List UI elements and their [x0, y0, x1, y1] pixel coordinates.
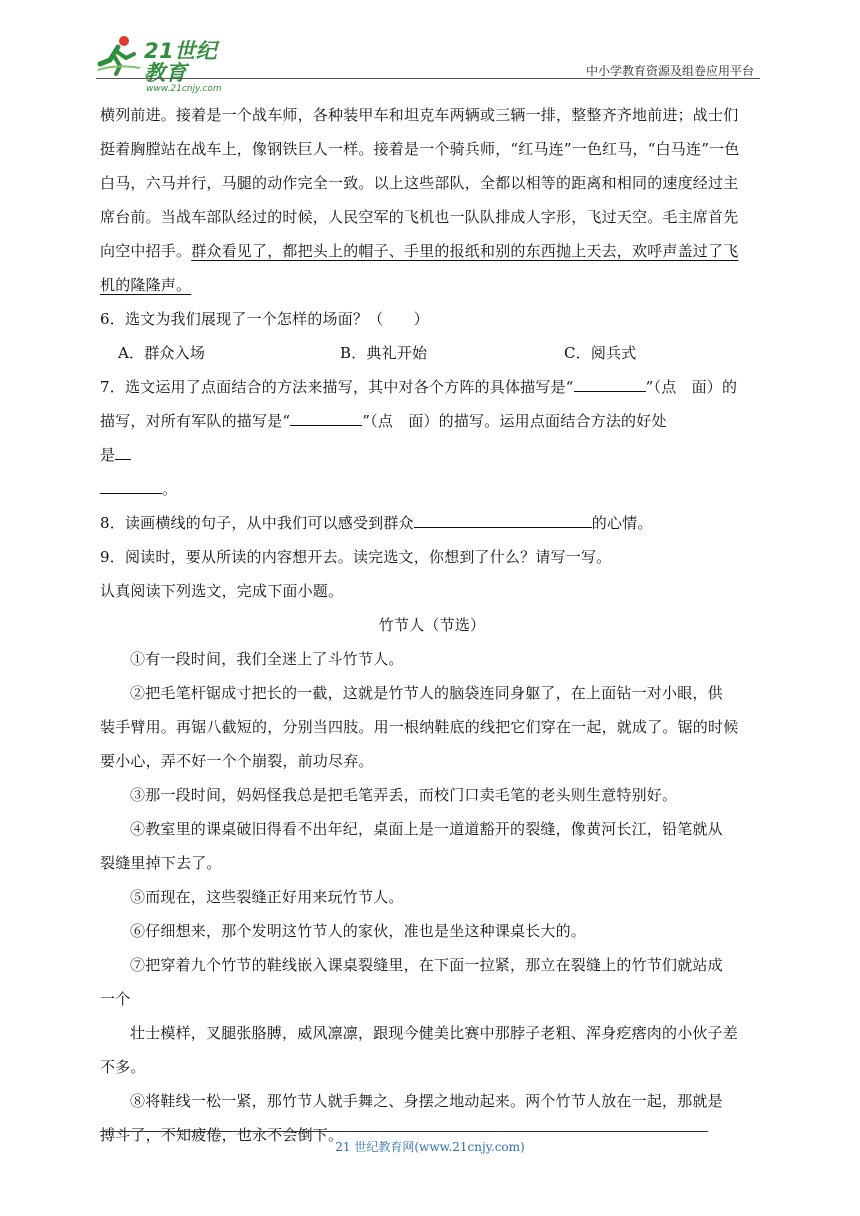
question-9: 9．阅读时，要从所读的内容想开去。读完选文，你想到了什么？请写一写。	[100, 548, 612, 566]
paragraph-4: ④教室里的课桌破旧得看不出年纪，桌面上是一道道豁开的裂缝，像黄河长江，铅笔就从	[130, 820, 723, 838]
question-text: 8．读画横线的句子，从中我们可以感受到群众	[100, 514, 414, 532]
answer-blank[interactable]	[574, 375, 646, 392]
paragraph-8-cont: 搏斗了，不知疲倦，也永不会倒下。	[100, 1126, 344, 1144]
passage-text: 向空中招手。	[100, 242, 192, 260]
answer-blank[interactable]	[115, 443, 131, 460]
underlined-sentence-end: 机的隆隆声。	[100, 276, 192, 294]
passage-line: 横列前进。接着是一个战车师，各种装甲车和坦克车两辆或三辆一排，整整齐齐地前进；战士们	[100, 106, 739, 124]
passage-line	[100, 234, 764, 268]
paragraph-7-cont: 壮士模样，叉腿张胳膊，威风凛凛，跟现今健美比赛中那脖子老粗、浑身疙瘩肉的小伙子差	[130, 1024, 739, 1042]
question-7-cont	[100, 438, 764, 472]
choice-a[interactable]: A．群众入场	[118, 344, 206, 362]
footer-link[interactable]: 21 世纪教育网(www.21cnjy.com)	[335, 1140, 525, 1154]
question-text: ”（点 面）的描写。运用点面结合方法的好处	[362, 412, 667, 430]
paragraph-5: ⑤而现在，这些裂缝正好用来玩竹节人。	[130, 888, 404, 906]
question-text: ”（点 面）的	[645, 378, 738, 396]
paragraph-8: ⑧将鞋线一松一紧，那竹节人就手舞之、身摆之地动起来。两个竹节人放在一起，那就是	[130, 1092, 723, 1110]
paragraph-7-cont: 不多。	[100, 1058, 146, 1076]
question-7-cont	[100, 472, 764, 506]
question-text: 是	[100, 446, 116, 464]
logo-url: www.21cnjy.com	[146, 84, 222, 94]
paragraph-7: ⑦把穿着九个竹节的鞋线嵌入课桌裂缝里，在下面一拉紧，那立在裂缝上的竹节们就站成	[130, 956, 723, 974]
site-logo[interactable]	[96, 34, 222, 94]
question-text: 。	[162, 480, 178, 498]
question-7-cont	[100, 404, 764, 438]
passage-line	[100, 268, 764, 302]
question-text: 的心情。	[591, 514, 653, 532]
paragraph-2: ②把毛笔杆锯成寸把长的一截，这就是竹节人的脑袋连同身躯了，在上面钻一对小眼，供	[130, 684, 723, 702]
question-6: 6．选文为我们展现了一个怎样的场面？（ ）	[100, 310, 429, 328]
paragraph-7-cont: 一个	[100, 990, 131, 1008]
paragraph-6: ⑥仔细想来，那个发明这竹节人的家伙，准也是坐这种课桌长大的。	[130, 922, 587, 940]
paragraph-1: ①有一段时间，我们全迷上了斗竹节人。	[130, 650, 404, 668]
question-6-choices	[100, 336, 764, 370]
section-instruction: 认真阅读下列选文，完成下面小题。	[100, 582, 344, 600]
document-body	[100, 98, 764, 1152]
paragraph-2-cont: 要小心，弄不好一个个崩裂，前功尽弃。	[100, 752, 374, 770]
passage-line: 席台前。当战车部队经过的时候，人民空军的飞机也一队队排成人字形，飞过天空。毛主席首先	[100, 208, 739, 226]
paragraph-4-cont: 裂缝里掉下去了。	[100, 854, 222, 872]
runner-logo-icon	[96, 34, 142, 76]
paragraph-3: ③那一段时间，妈妈怪我总是把毛笔弄丢，而校门口卖毛笔的老头则生意特别好。	[130, 786, 678, 804]
passage-line: 白马，六马并行，马腿的动作完全一致。以上这些部队，全都以相等的距离和相同的速度经过主	[100, 174, 739, 192]
passage-title: 竹节人（节选）	[378, 616, 486, 634]
choice-c[interactable]: C．阅兵式	[564, 344, 637, 362]
answer-blank[interactable]	[100, 477, 162, 494]
answer-blank[interactable]	[290, 409, 362, 426]
question-7	[100, 370, 764, 404]
question-8	[100, 506, 764, 540]
question-text: 7．选文运用了点面结合的方法来描写，其中对各个方阵的具体描写是“	[100, 378, 574, 396]
platform-name: 中小学教育资源及组卷应用平台	[585, 64, 754, 78]
header-divider	[96, 78, 760, 79]
choice-b[interactable]: B．典礼开始	[340, 344, 428, 362]
footer-divider	[100, 1131, 708, 1132]
passage-line: 挺着胸膛站在战车上，像钢铁巨人一样。接着是一个骑兵师，“红马连”一色红马，“白马连”一色	[100, 140, 740, 158]
page-header	[96, 30, 760, 94]
underlined-sentence: 群众看见了，都把头上的帽子、手里的报纸和别的东西抛上天去，欢呼声盖过了飞	[191, 242, 739, 260]
paragraph-2-cont: 装手臂用。再锯八截短的，分别当四肢。用一根纳鞋底的线把它们穿在一起，就成了。锯的时候	[100, 718, 739, 736]
logo-title: 21世纪教育	[144, 39, 218, 85]
answer-blank[interactable]	[414, 511, 592, 528]
question-text: 描写，对所有军队的描写是“	[100, 412, 291, 430]
